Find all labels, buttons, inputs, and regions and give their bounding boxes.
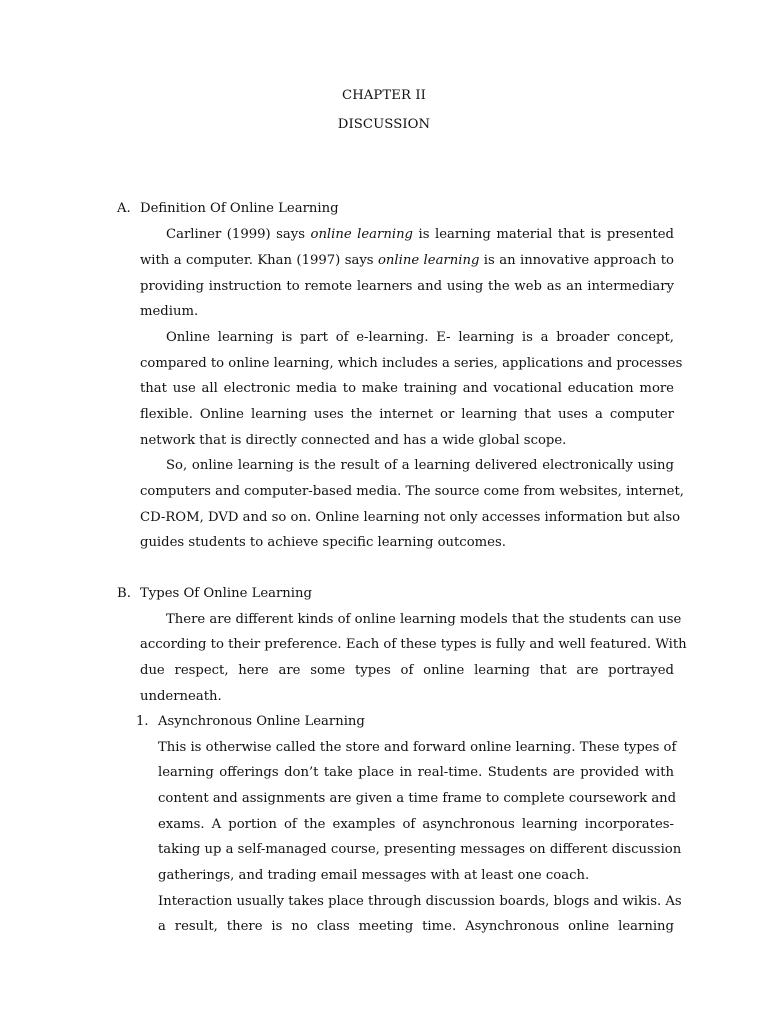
section-a-p1-line3: providing instruction to remote learners and using the web as an intermediary xyxy=(140,279,674,294)
item-1-p2-line1: Interaction usually takes place through discussion boards, blogs and wikis. As xyxy=(158,894,682,909)
section-a-p1-line4: medium. xyxy=(140,304,199,319)
item-1-p1-line4: exams. A portion of the examples of asynchronous learning incorporates- xyxy=(158,817,674,832)
section-a-p3-line1: So, online learning is the result of a learning delivered electronically using xyxy=(166,458,674,473)
item-1-p1-line1: This is otherwise called the store and forward online learning. These types of xyxy=(158,740,677,755)
chapter-title: CHAPTER II xyxy=(342,88,426,103)
section-a-p1-line2: with a computer. Khan (1997) says online learning is an innovative approach to xyxy=(140,253,674,268)
item-1-p2-line2: a result, there is no class meeting time. Asynchronous online learning xyxy=(158,919,674,934)
section-b-p1-line1: There are different kinds of online learning models that the students can use xyxy=(166,612,682,627)
item-1-p1-line3: content and assignments are given a time frame to complete coursework and xyxy=(158,791,677,806)
section-a-p2-line4: flexible. Online learning uses the internet or learning that uses a computer xyxy=(140,407,674,422)
section-b-heading: Types Of Online Learning xyxy=(140,586,312,601)
section-a-p2-line3: that use all electronic media to make training and vocational education more xyxy=(140,381,674,396)
item-1-p1-line5: taking up a self-managed course, presenting messages on different discussion xyxy=(158,842,682,857)
section-a-marker: A. xyxy=(117,201,131,216)
section-a-heading: Definition Of Online Learning xyxy=(140,201,339,216)
chapter-subtitle: DISCUSSION xyxy=(337,117,431,132)
section-b-p1-line3: due respect, here are some types of online learning that are portrayed xyxy=(140,663,674,678)
section-a-p3-line3: CD-ROM, DVD and so on. Online learning not only accesses information but also xyxy=(140,510,681,525)
section-a-p3-line4: guides students to achieve specific learning outcomes. xyxy=(140,535,506,550)
section-b-marker: B. xyxy=(117,586,131,601)
item-1-p1-line6: gatherings, and trading email messages with at least one coach. xyxy=(158,868,590,883)
section-a-p2-line2: compared to online learning, which includes a series, applications and processes xyxy=(140,356,683,371)
item-1-p1-line2: learning offerings don’t take place in real-time. Students are provided with xyxy=(158,765,674,780)
section-a-p3-line2: computers and computer-based media. The source come from websites, internet, xyxy=(140,484,684,499)
section-a-p1-line1: Carliner (1999) says online learning is learning material that is presented xyxy=(166,227,674,242)
section-b-p1-line2: according to their preference. Each of these types is fully and well featured. With xyxy=(140,637,687,652)
item-1-marker: 1. xyxy=(136,714,149,729)
section-a-p2-line1: Online learning is part of e-learning. E- learning is a broader concept, xyxy=(166,330,674,345)
item-1-heading: Asynchronous Online Learning xyxy=(158,714,365,729)
section-b-p1-line4: underneath. xyxy=(140,689,222,704)
section-a-p2-line5: network that is directly connected and has a wide global scope. xyxy=(140,433,567,448)
